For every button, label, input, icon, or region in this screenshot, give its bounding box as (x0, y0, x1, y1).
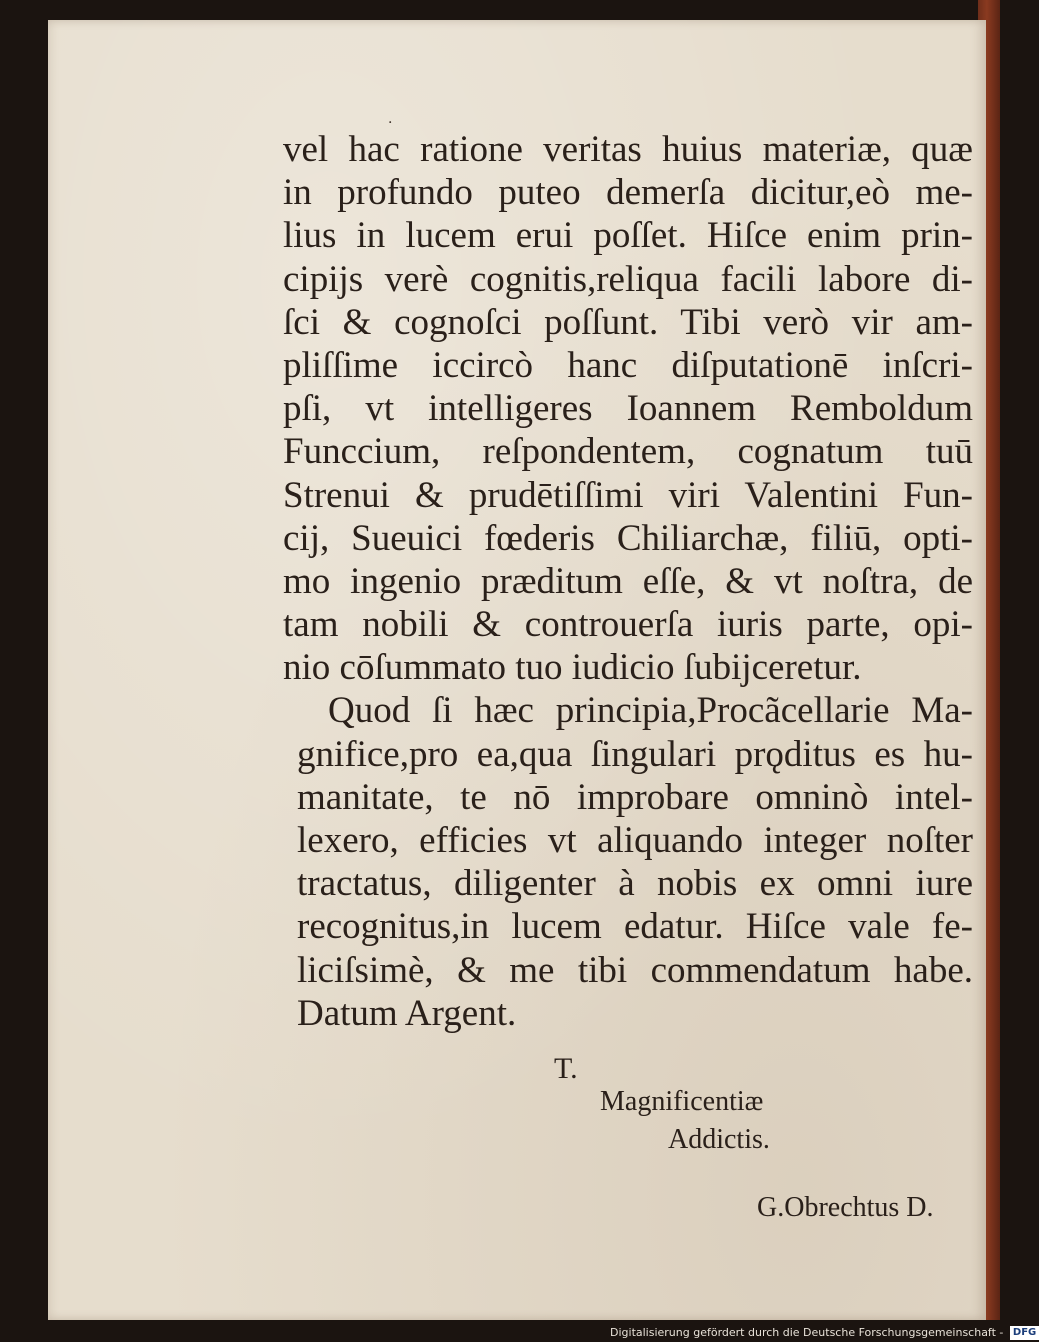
signature-initial: T. (554, 1052, 578, 1085)
text-line: mo ingenio præditum eſſe, & vt noſtra, de (283, 560, 973, 602)
text-line: tractatus, diligenter à nobis ex omni iure (297, 863, 973, 905)
page-dot: · (388, 115, 393, 131)
text-line: cij, Sueuici fœderis Chiliarchæ, filiū, opti- (283, 517, 973, 559)
text-line: recognitus,in lucem edatur. Hiſce vale fe- (297, 906, 973, 948)
text-line: lexero, efficies vt aliquando integer noſter (297, 820, 973, 861)
text-line: Strenui & prudētiſſimi viri Valentini Fun- (283, 474, 973, 516)
text-line: Funccium, reſpondentem, cognatum tuū (283, 431, 973, 473)
text-line: nio cōſummato tuo iudicio ſubijceretur. (283, 647, 862, 689)
text-line: pliſſime iccircò hanc diſputationē inſcri- (283, 344, 973, 386)
text-line: in profundo puteo demerſa dicitur,eò me- (283, 172, 973, 214)
text-line: Quod ſi hæc principia,Procãcellarie Ma- (328, 690, 973, 732)
signature-line2: Addictis. (668, 1124, 770, 1155)
text-line: gnifice,pro ea,qua ſingulari prǫditus es hu- (297, 733, 973, 775)
text-line: Datum Argent. (297, 992, 517, 1034)
footer-text: Digitalisierung gefördert durch die Deutsche Forschungsgemeinschaft - (610, 1326, 1004, 1339)
text-line: liciſsimè, & me tibi commendatum habe. (297, 949, 973, 991)
dfg-logo-icon: DFG (1010, 1326, 1039, 1340)
letter-text (283, 128, 973, 1035)
text-line: tam nobili & controuerſa iuris parte, opi- (283, 604, 973, 646)
text-line: vel hac ratione veritas huius materiæ, quæ (283, 129, 973, 170)
text-line: manitate, te nō improbare omninò intel- (297, 776, 973, 818)
text-line: cipijs verè cognitis,reliqua facili labore di- (283, 258, 973, 300)
text-line: pſi, vt intelligeres Ioannem Remboldum (283, 388, 973, 430)
text-line: ſci & cognoſci poſſunt. Tibi verò vir am- (283, 301, 973, 343)
signature-name: G.Obrechtus D. (757, 1192, 934, 1223)
signature-line1: Magnificentiæ (600, 1086, 764, 1117)
text-line: lius in lucem erui poſſet. Hiſce enim prin- (283, 215, 973, 257)
footer-credit (610, 1324, 1037, 1342)
